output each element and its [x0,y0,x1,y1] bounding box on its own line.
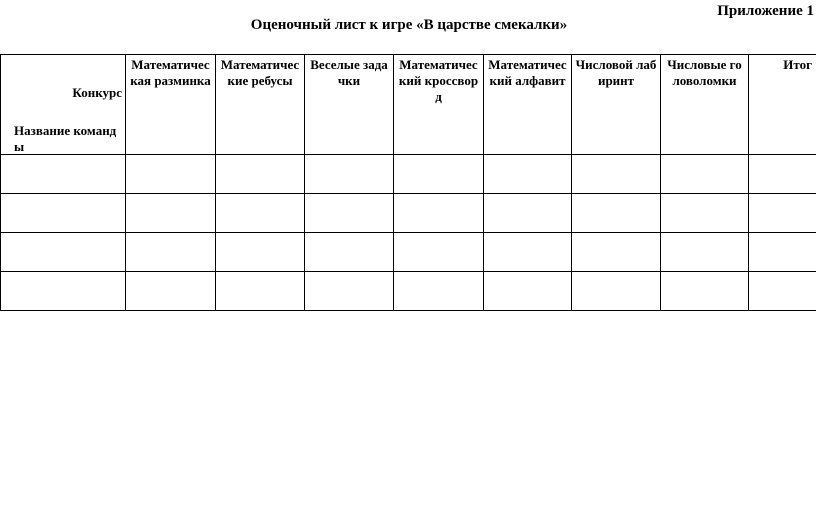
score-table [0,54,816,311]
score-cell[interactable] [484,155,572,194]
score-cell[interactable] [661,155,749,194]
total-cell[interactable] [749,233,816,272]
table-row [1,155,816,194]
total-cell[interactable] [749,155,816,194]
score-cell[interactable] [305,194,394,233]
score-cell[interactable] [216,272,305,311]
score-cell[interactable] [572,155,661,194]
score-cell[interactable] [572,272,661,311]
score-cell[interactable] [484,272,572,311]
score-cell[interactable] [661,233,749,272]
score-cell[interactable] [305,155,394,194]
score-cell[interactable] [126,155,216,194]
column-header: Числовой лабиринт [572,55,661,155]
table-row [1,233,816,272]
total-cell[interactable] [749,272,816,311]
score-cell[interactable] [305,272,394,311]
score-cell[interactable] [394,272,484,311]
score-cell[interactable] [126,272,216,311]
team-name-cell[interactable] [1,233,126,272]
table-row [1,194,816,233]
score-cell[interactable] [126,194,216,233]
total-cell[interactable] [749,194,816,233]
team-name-cell[interactable] [1,155,126,194]
score-cell[interactable] [216,155,305,194]
column-header: Веселые задачки [305,55,394,155]
column-header: Математическая разминка [126,55,216,155]
score-cell[interactable] [484,233,572,272]
team-name-cell[interactable] [1,194,126,233]
header-row [1,55,816,155]
column-header-total: Итог [749,55,816,155]
score-cell[interactable] [216,194,305,233]
column-header: Математический алфавит [484,55,572,155]
column-header: Математические ребусы [216,55,305,155]
column-header: Числовые головоломки [661,55,749,155]
score-cell[interactable] [394,194,484,233]
appendix-label: Приложение 1 [717,3,814,19]
header-corner-cell [1,55,126,155]
score-cell[interactable] [572,194,661,233]
score-cell[interactable] [484,194,572,233]
contest-label: Конкурс [72,85,122,100]
score-cell[interactable] [126,233,216,272]
team-name-cell[interactable] [1,272,126,311]
column-header: Математический кроссворд [394,55,484,155]
page-title: Оценочный лист к игре «В царстве смекалки» [250,17,568,33]
table-row [1,272,816,311]
score-cell[interactable] [216,233,305,272]
score-cell[interactable] [572,233,661,272]
team-name-label: Название команды [14,123,117,154]
score-cell[interactable] [394,155,484,194]
score-cell[interactable] [661,194,749,233]
score-cell[interactable] [305,233,394,272]
score-cell[interactable] [394,233,484,272]
score-cell[interactable] [661,272,749,311]
